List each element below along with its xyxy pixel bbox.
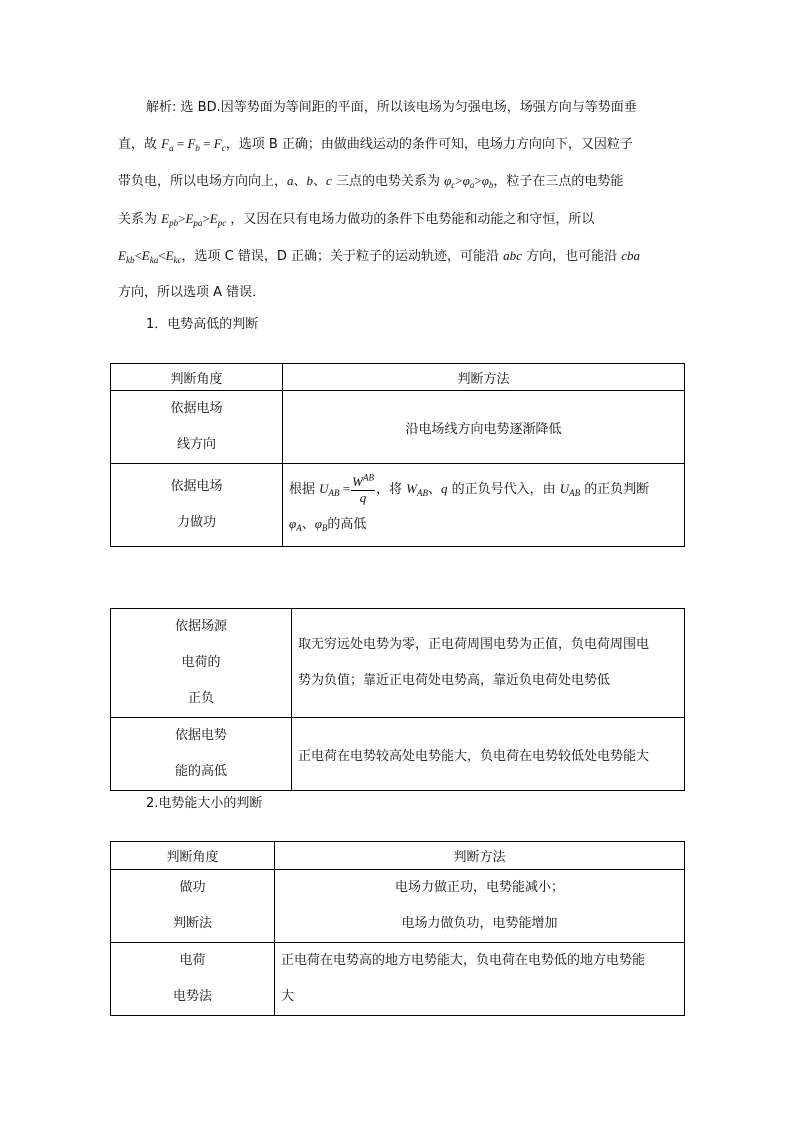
table-row: [111, 842, 685, 870]
table-header-angle: 判断角度: [111, 364, 283, 391]
table-cell-angle: 依据电场 线方向: [111, 391, 283, 464]
potential-judgment-table-continued: [110, 608, 685, 791]
table-cell-method: 根据 $U_{AB}$ = $\frac{W^{AB}}{q}$ ，将 $W_{AB}$、q 的正负号代入，由 $U_{AB}$ 的正负判断 $\varphi_A$、$\varphi_B$的高低: [283, 464, 685, 547]
table-cell-method: 取无穷远处电势为零，正电荷周围电势为正值，负电荷周围电 势为负值；靠近正电荷处电势高，靠近负电荷处电势低: [292, 609, 685, 718]
table-cell-angle: 电荷 电势法: [111, 943, 275, 1016]
table-cell-angle: 依据电场 力做功: [111, 464, 283, 547]
section2-title: 2.电势能大小的判断: [146, 796, 263, 811]
fraction-w-over-q: $\frac{W^{AB}}{q}$: [352, 472, 374, 505]
table-row: [111, 391, 685, 464]
table-header-method: 判断方法: [283, 364, 685, 391]
analysis-line-5: $E_{kb}<E_{ka}<E_{kc}$，选项 C 错误，D 正确；关于粒子的运动轨迹，可能沿 abc 方向，也可能沿 cba: [118, 247, 640, 265]
table-cell-method: 正电荷在电势高的地方电势能大，负电荷在电势低的地方电势能 大: [275, 943, 685, 1016]
table-cell-angle: 依据电势 能的高低: [111, 718, 292, 791]
table-row: [111, 718, 685, 791]
analysis-lead: 解析: 选 BD.: [146, 100, 221, 115]
section1-title: 1．电势高低的判断: [146, 317, 259, 332]
table-row: [111, 870, 685, 943]
table-row: [111, 609, 685, 718]
table-cell-method: 电场力做正功，电势能减小； 电场力做负功，电势能增加: [275, 870, 685, 943]
table-cell-angle: 依据场源 电荷的 正负: [111, 609, 292, 718]
table-row: [111, 943, 685, 1016]
table-cell-angle: 做功 判断法: [111, 870, 275, 943]
potential-energy-judgment-table: [110, 841, 685, 1016]
table-header-angle: 判断角度: [111, 842, 275, 870]
analysis-line-2: 直，故 $F_a = F_b = F_c$，选项 B 正确；由做曲线运动的条件可知，电场力方向向下，又因粒子: [118, 136, 633, 154]
table-header-method: 判断方法: [275, 842, 685, 870]
analysis-line-1: 解析: 选 BD.因等势面为等间距的平面，所以该电场为匀强电场，场强方向与等势面垂: [146, 100, 637, 115]
analysis-line-6: 方向，所以选项 A 错误．: [118, 285, 266, 301]
analysis-paragraph: [118, 90, 678, 311]
table-cell-method: 正电荷在电势较高处电势能大，负电荷在电势较低处电势能大: [292, 718, 685, 791]
analysis-line-3: 带负电，所以电场方向向上，a、b、c 三点的电势关系为 $\varphi_c>\varphi_a>\varphi_b$，粒子在三点的电势能: [118, 173, 624, 191]
table-row: [111, 364, 685, 391]
table-cell-method: 沿电场线方向电势逐渐降低: [283, 391, 685, 464]
table-row: [111, 464, 685, 547]
analysis-line-4: 关系为 $E_{pb}>E_{pa}>E_{pc}$ ，又因在只有电场力做功的条件下电势能和动能之和守恒，所以: [118, 210, 595, 228]
potential-judgment-table: [110, 363, 685, 547]
